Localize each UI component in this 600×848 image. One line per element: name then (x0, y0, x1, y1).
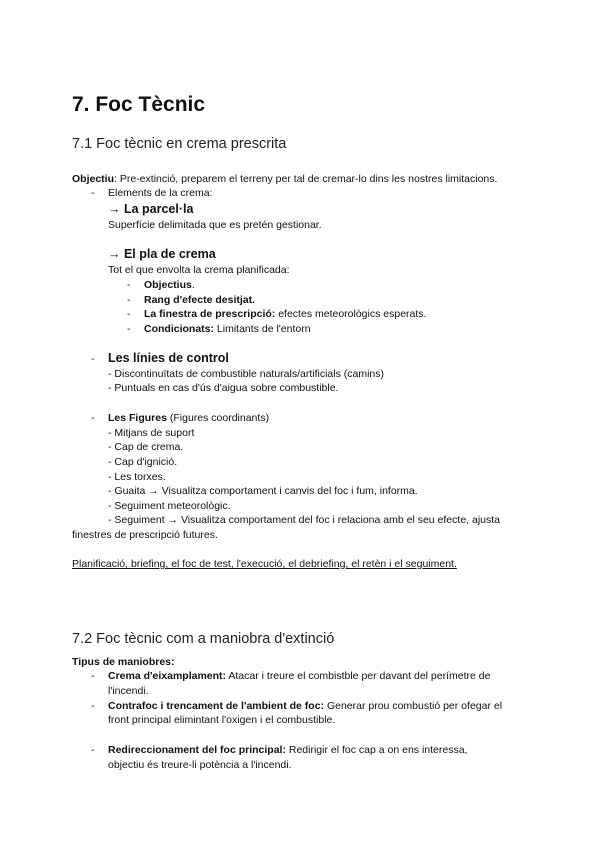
parcela-title: → La parcel·la (108, 202, 194, 216)
planning-line: Planificació, briefing, el foc de test, l'execució, el debriefing, el retèn i el seguiment. (72, 558, 457, 570)
figures-item-wrap: finestres de prescripció futures. (72, 529, 218, 541)
bullet-dash: - (127, 323, 131, 335)
bullet-dash: - (91, 670, 95, 682)
maneuver-item: Crema d'eixamplament: Atacar i treure el combistble per davant del perímetre de (108, 670, 491, 682)
maneuver-item-wrap: l'incendi. (108, 685, 149, 697)
bullet-dash: - (91, 353, 95, 365)
maneuver-item-wrap: front principal elimintant l'oxigen i el combustible. (108, 714, 336, 726)
maneuver-item: Contrafoc i trencament de l'ambient de foc: Generar prou combustió per ofegar el (108, 700, 503, 712)
control-item: - Discontinuïtats de combustible naturals/artificials (camins) (108, 368, 385, 380)
figures-item: - Les torxes. (108, 471, 166, 483)
bullet-dash: - (91, 412, 95, 424)
section-heading-7-1: 7.1 Foc tècnic en crema prescrita (72, 136, 287, 152)
pla-title: → El pla de crema (108, 247, 216, 261)
bullet-dash: - (91, 187, 95, 199)
control-item: - Puntuals en cas d'ús d'aigua sobre combustible. (108, 382, 339, 394)
pla-item: Condicionats: Limitants de l'entorn (144, 323, 311, 335)
section-heading-7-2: 7.2 Foc tècnic com a maniobra d'extinció (72, 631, 335, 647)
figures-item: - Cap de crema. (108, 441, 184, 453)
bullet-dash: - (127, 294, 131, 306)
pla-item: La finestra de prescripció: efectes meteorològics esperats. (144, 308, 427, 320)
figures-item: - Seguiment → Visualitza comportament del foc i relaciona amb el seu efecte, ajusta (108, 514, 501, 526)
bullet-dash: - (91, 700, 95, 712)
bullet-dash: - (127, 279, 131, 291)
maneuver-item: Redireccionament del foc principal: Redirigir el foc cap a on ens interessa, (108, 744, 468, 756)
pla-item: Rang d'efecte desitjat. (144, 294, 256, 306)
types-label: Tipus de maniobres: (72, 656, 175, 668)
page-title: 7. Foc Tècnic (72, 93, 206, 116)
figures-item: - Mitjans de suport (108, 427, 195, 439)
figures-item: - Cap d'ignició. (108, 456, 178, 468)
control-title: Les línies de control (108, 351, 229, 365)
bullet-dash: - (127, 308, 131, 320)
parcela-desc: Superfície delimitada que es pretén gestionar. (108, 219, 322, 231)
pla-desc: Tot el que envolta la crema planificada: (108, 264, 290, 276)
maneuver-item-wrap: objectiu és treure-li potència a l'incendi. (108, 759, 292, 771)
figures-item: - Guaita → Visualitza comportament i canvis del foc i fum, informa. (108, 485, 418, 497)
pla-item: Objectius. (144, 279, 195, 291)
bullet-dash: - (91, 744, 95, 756)
objective-label: Objectiu (72, 173, 115, 185)
figures-title-line: Les Figures (Figures coordinants) (108, 412, 270, 424)
elements-intro: Elements de la crema: (108, 187, 213, 199)
figures-item: - Seguiment meteorològic. (108, 500, 231, 512)
objective-line (72, 173, 497, 186)
objective-text: : Pre-extinció, preparem el terreny per tal de cremar-lo dins les nostres limitacions. (114, 173, 498, 185)
